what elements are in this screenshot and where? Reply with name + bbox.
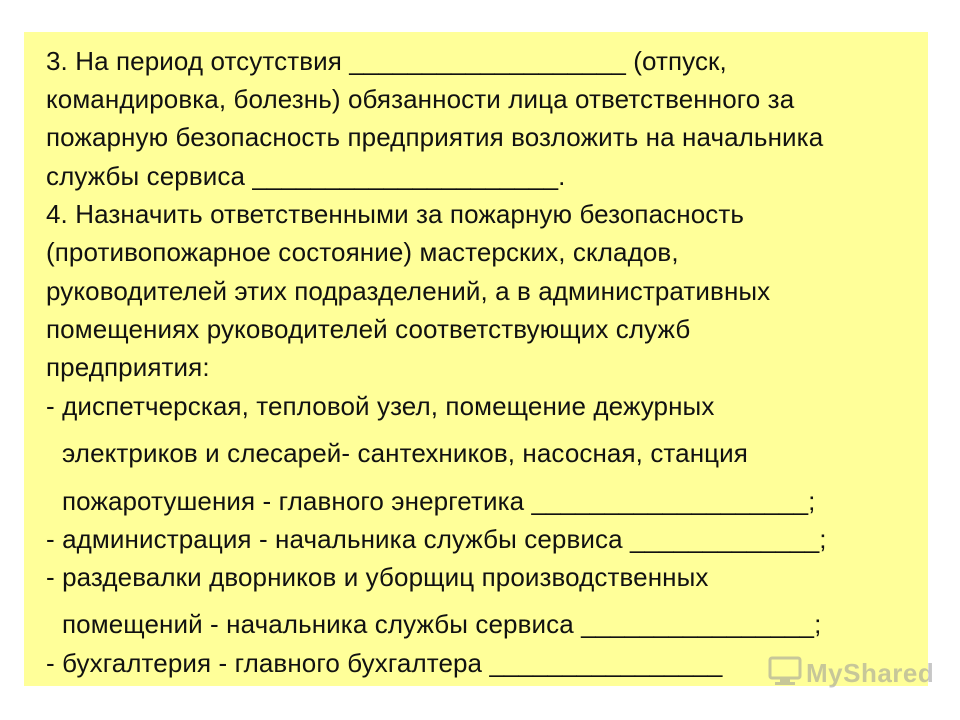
text-line: помещений - начальника службы сервиса ________________; (62, 609, 822, 639)
monitor-icon (768, 656, 802, 691)
text-line: (противопожарное состояние) мастерских, складов, (46, 237, 679, 267)
text-line: пожаротушения - главного энергетика ___________________; (62, 486, 816, 516)
text-line: 3. На период отсутствия ___________________ (отпуск, (46, 46, 727, 76)
text-line: помещениях руководителей соответствующих служб (46, 314, 691, 344)
watermark (768, 656, 934, 691)
text-line: - бухгалтерия - главного бухгалтера ________________ (46, 648, 723, 678)
text-line: командировка, болезнь) обязанности лица ответственного за (46, 84, 795, 114)
text-line: - администрация - начальника службы сервиса _____________; (46, 524, 827, 554)
text-line: предприятия: (46, 352, 210, 382)
watermark-text: MyShared (806, 658, 935, 688)
text-line: электриков и слесарей- сантехников, насосная, станция (62, 438, 748, 468)
slide-background (24, 32, 928, 686)
text-line: пожарную безопасность предприятия возложить на начальника (46, 122, 824, 152)
text-line: - диспетчерская, тепловой узел, помещение дежурных (46, 391, 715, 421)
text-line: - раздевалки дворников и уборщиц производственных (46, 562, 709, 592)
text-line: 4. Назначить ответственными за пожарную безопасность (46, 199, 745, 229)
text-line: службы сервиса _____________________. (46, 161, 566, 191)
text-line: руководителей этих подразделений, а в административных (46, 276, 771, 306)
